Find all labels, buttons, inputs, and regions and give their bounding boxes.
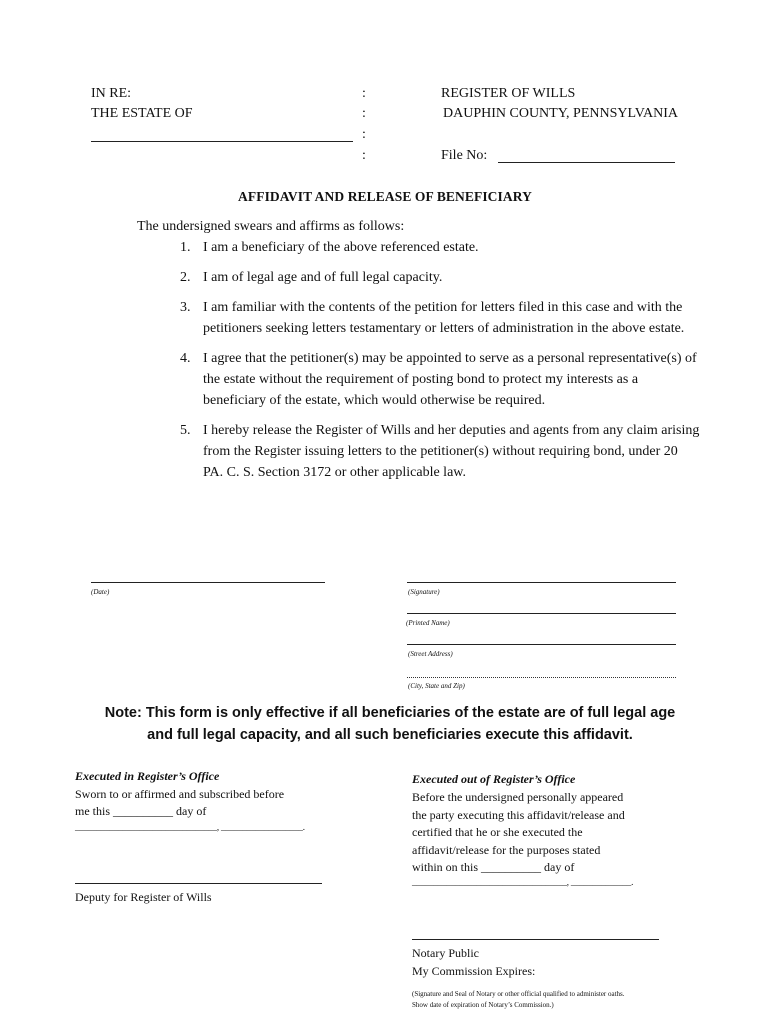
out-of-office-line-2: the party executing this affidavit/release and <box>412 807 625 822</box>
notary-fine-print-2: Show date of expiration of Notary’s Commission.) <box>412 1001 554 1009</box>
in-office-line-3: _________________________________, ___________________. <box>75 822 305 832</box>
item-number: 3. <box>180 300 191 315</box>
city-state-zip-caption: (City, State and Zip) <box>408 682 465 690</box>
out-of-office-line-6: ____________________________________, ______________. <box>412 877 634 887</box>
affirmations-list <box>180 237 700 492</box>
out-of-office-line-4: affidavit/release for the purposes stated <box>412 842 601 857</box>
item-text: I am of legal age and of full legal capacity. <box>203 270 443 285</box>
commission-expires-label: My Commission Expires: <box>412 964 536 978</box>
printed-name-caption: (Printed Name) <box>406 619 450 627</box>
street-address-caption: (Street Address) <box>408 650 453 658</box>
in-office-line-1: Sworn to or affirmed and subscribed before <box>75 787 285 801</box>
caption-colon: : <box>362 86 366 101</box>
city-state-zip-line[interactable] <box>407 677 676 678</box>
intro-text: The undersigned swears and affirms as follows: <box>137 219 405 234</box>
date-caption: (Date) <box>91 588 110 596</box>
notary-public-label: Notary Public <box>412 946 479 960</box>
street-address-line[interactable] <box>407 644 676 645</box>
notary-signature-line[interactable] <box>412 939 659 940</box>
caption-colon: : <box>362 106 366 121</box>
caption-colon: : <box>362 127 366 142</box>
out-of-office-line-5: within on this __________ day of <box>412 860 575 874</box>
in-office-heading: Executed in Register’s Office <box>75 769 220 783</box>
notary-fine-print-1: (Signature and Seal of Notary or other official qualified to administer oaths. <box>412 990 625 998</box>
item-number: 1. <box>180 240 191 255</box>
item-number: 2. <box>180 270 191 285</box>
list-item <box>180 267 700 288</box>
note-line-1: Note: This form is only effective if all beneficiaries of the estate are of full legal age <box>104 705 676 721</box>
deputy-label: Deputy for Register of Wills <box>75 890 212 904</box>
out-of-office-line-1: Before the undersigned personally appeared <box>412 790 624 804</box>
out-of-office-heading: Executed out of Register’s Office <box>412 772 576 786</box>
caption-colon: : <box>362 148 366 163</box>
item-number: 5. <box>180 423 191 438</box>
item-text: I am familiar with the contents of the petition for letters filed in this case and with the petitioners seeking letters testamentary or letters of administration in the above estate. <box>203 300 685 336</box>
item-text: I am a beneficiary of the above referenced estate. <box>203 240 479 255</box>
county-label: DAUPHIN COUNTY, PENNSYLVANIA <box>443 106 679 121</box>
list-item <box>180 420 700 483</box>
out-of-office-text <box>412 789 625 877</box>
out-of-office-line-3: certified that he or she executed the <box>412 825 583 839</box>
list-item <box>180 237 700 258</box>
signature-line[interactable] <box>407 582 676 583</box>
item-text: I hereby release the Register of Wills and her deputies and agents from any claim arising from the Register issuing letters to the petitioner(s) without requiring bond, under 20 PA. C. S. Section 3172 or other applicable law. <box>203 423 700 480</box>
in-re-label: IN RE: <box>91 86 132 101</box>
date-line[interactable] <box>91 582 325 583</box>
printed-name-line[interactable] <box>407 613 676 614</box>
file-no-label: File No: <box>441 148 488 163</box>
in-office-line-2: me this __________ day of <box>75 804 207 818</box>
item-text: I agree that the petitioner(s) may be appointed to serve as a personal representative(s) of the estate without the requirement of posting bond to protect my interests as a beneficiary of the estate, which would otherwise be required. <box>203 351 697 408</box>
estate-name-line[interactable] <box>91 141 353 142</box>
deputy-signature-line[interactable] <box>75 883 322 884</box>
list-item <box>180 297 700 339</box>
document-title: AFFIDAVIT AND RELEASE OF BENEFICIARY <box>238 189 532 204</box>
note-line-2: and full legal capacity, and all such beneficiaries execute this affidavit. <box>147 727 633 743</box>
signature-caption: (Signature) <box>408 588 440 596</box>
register-of-wills: REGISTER OF WILLS <box>441 86 576 101</box>
list-item <box>180 348 700 411</box>
estate-of-label: THE ESTATE OF <box>91 106 193 121</box>
item-number: 4. <box>180 351 191 366</box>
file-no-line[interactable] <box>498 162 675 163</box>
